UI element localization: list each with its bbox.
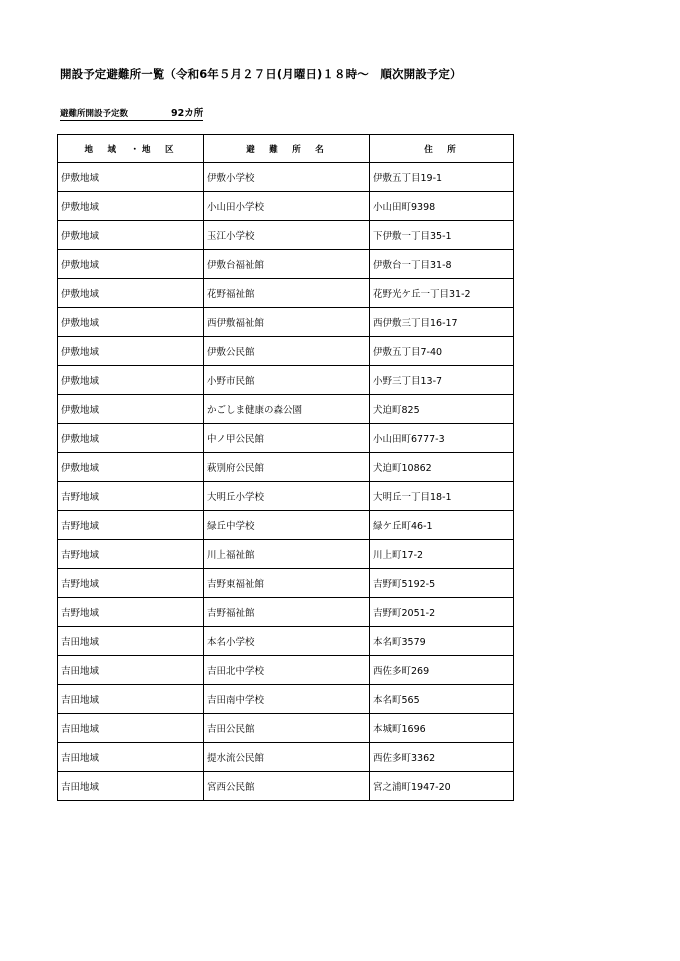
cell-shelter-name: 玉江小学校: [204, 221, 370, 250]
cell-address: 犬迫町825: [370, 395, 514, 424]
table-row: [58, 279, 514, 308]
table-row: [58, 569, 514, 598]
table-row: [58, 511, 514, 540]
cell-area: 吉野地域: [58, 540, 204, 569]
shelter-count-value: 92カ所: [171, 108, 204, 119]
cell-area: 吉田地域: [58, 656, 204, 685]
cell-shelter-name: 小野市民館: [204, 366, 370, 395]
cell-address: 西佐多町3362: [370, 743, 514, 772]
table-row: [58, 482, 514, 511]
cell-area: 吉野地域: [58, 598, 204, 627]
column-header-address: 住 所: [370, 135, 514, 163]
cell-address: 小野三丁目13-7: [370, 366, 514, 395]
cell-address: 伊敷五丁目19-1: [370, 163, 514, 192]
cell-address: 花野光ケ丘一丁目31-2: [370, 279, 514, 308]
cell-shelter-name: 伊敷公民館: [204, 337, 370, 366]
table-row: [58, 714, 514, 743]
cell-address: 川上町17-2: [370, 540, 514, 569]
cell-area: 吉田地域: [58, 685, 204, 714]
cell-area: 伊敷地域: [58, 366, 204, 395]
page-title: 開設予定避難所一覧（令和6年５月２７日(月曜日)１８時～ 順次開設予定）: [60, 67, 462, 81]
cell-address: 犬迫町10862: [370, 453, 514, 482]
cell-area: 吉野地域: [58, 511, 204, 540]
table-row: [58, 424, 514, 453]
cell-shelter-name: 宮西公民館: [204, 772, 370, 801]
table-row: [58, 192, 514, 221]
cell-address: 緑ケ丘町46-1: [370, 511, 514, 540]
table-row: [58, 366, 514, 395]
table-row: [58, 656, 514, 685]
cell-area: 吉野地域: [58, 569, 204, 598]
cell-area: 吉田地域: [58, 772, 204, 801]
table-row: [58, 743, 514, 772]
table-row: [58, 685, 514, 714]
table-row: [58, 250, 514, 279]
cell-shelter-name: 吉田公民館: [204, 714, 370, 743]
cell-address: 吉野町5192-5: [370, 569, 514, 598]
cell-address: 本名町565: [370, 685, 514, 714]
table-row: [58, 308, 514, 337]
cell-shelter-name: 吉野福祉館: [204, 598, 370, 627]
cell-shelter-name: 吉野東福祉館: [204, 569, 370, 598]
cell-address: 伊敷五丁目7-40: [370, 337, 514, 366]
cell-shelter-name: 吉田南中学校: [204, 685, 370, 714]
cell-address: 西伊敷三丁目16-17: [370, 308, 514, 337]
cell-area: 伊敷地域: [58, 453, 204, 482]
cell-area: 伊敷地域: [58, 250, 204, 279]
table-row: [58, 453, 514, 482]
cell-area: 吉野地域: [58, 482, 204, 511]
table-row: [58, 772, 514, 801]
cell-area: 伊敷地域: [58, 192, 204, 221]
cell-area: 伊敷地域: [58, 395, 204, 424]
cell-shelter-name: かごしま健康の森公園: [204, 395, 370, 424]
table-row: [58, 221, 514, 250]
cell-shelter-name: 本名小学校: [204, 627, 370, 656]
cell-shelter-name: 西伊敷福祉館: [204, 308, 370, 337]
cell-address: 本名町3579: [370, 627, 514, 656]
shelter-count-summary: [60, 104, 203, 121]
cell-shelter-name: 花野福祉館: [204, 279, 370, 308]
cell-shelter-name: 萩別府公民館: [204, 453, 370, 482]
cell-shelter-name: 吉田北中学校: [204, 656, 370, 685]
cell-area: 吉田地域: [58, 627, 204, 656]
cell-shelter-name: 伊敷台福祉館: [204, 250, 370, 279]
column-header-shelter-name: 避 難 所 名: [204, 135, 370, 163]
table-row: [58, 540, 514, 569]
table-row: [58, 395, 514, 424]
column-header-area: 地 域 ・地 区: [58, 135, 204, 163]
cell-address: 宮之浦町1947-20: [370, 772, 514, 801]
cell-shelter-name: 中ノ甲公民館: [204, 424, 370, 453]
table-row: [58, 627, 514, 656]
cell-shelter-name: 川上福祉館: [204, 540, 370, 569]
cell-shelter-name: 提水流公民館: [204, 743, 370, 772]
cell-address: 伊敷台一丁目31-8: [370, 250, 514, 279]
cell-area: 吉田地域: [58, 743, 204, 772]
cell-address: 下伊敷一丁目35-1: [370, 221, 514, 250]
cell-address: 大明丘一丁目18-1: [370, 482, 514, 511]
cell-address: 小山田町9398: [370, 192, 514, 221]
cell-shelter-name: 小山田小学校: [204, 192, 370, 221]
table-header-row: [58, 135, 514, 163]
cell-address: 小山田町6777-3: [370, 424, 514, 453]
cell-area: 伊敷地域: [58, 308, 204, 337]
cell-address: 本城町1696: [370, 714, 514, 743]
cell-area: 伊敷地域: [58, 221, 204, 250]
shelter-table: [57, 134, 514, 801]
cell-address: 吉野町2051-2: [370, 598, 514, 627]
cell-area: 伊敷地域: [58, 163, 204, 192]
cell-area: 吉田地域: [58, 714, 204, 743]
cell-area: 伊敷地域: [58, 424, 204, 453]
cell-shelter-name: 緑丘中学校: [204, 511, 370, 540]
cell-shelter-name: 伊敷小学校: [204, 163, 370, 192]
table-row: [58, 337, 514, 366]
table-row: [58, 598, 514, 627]
cell-shelter-name: 大明丘小学校: [204, 482, 370, 511]
shelter-count-label: 避難所開設予定数: [60, 109, 129, 119]
table-row: [58, 163, 514, 192]
cell-area: 伊敷地域: [58, 337, 204, 366]
cell-area: 伊敷地域: [58, 279, 204, 308]
cell-address: 西佐多町269: [370, 656, 514, 685]
